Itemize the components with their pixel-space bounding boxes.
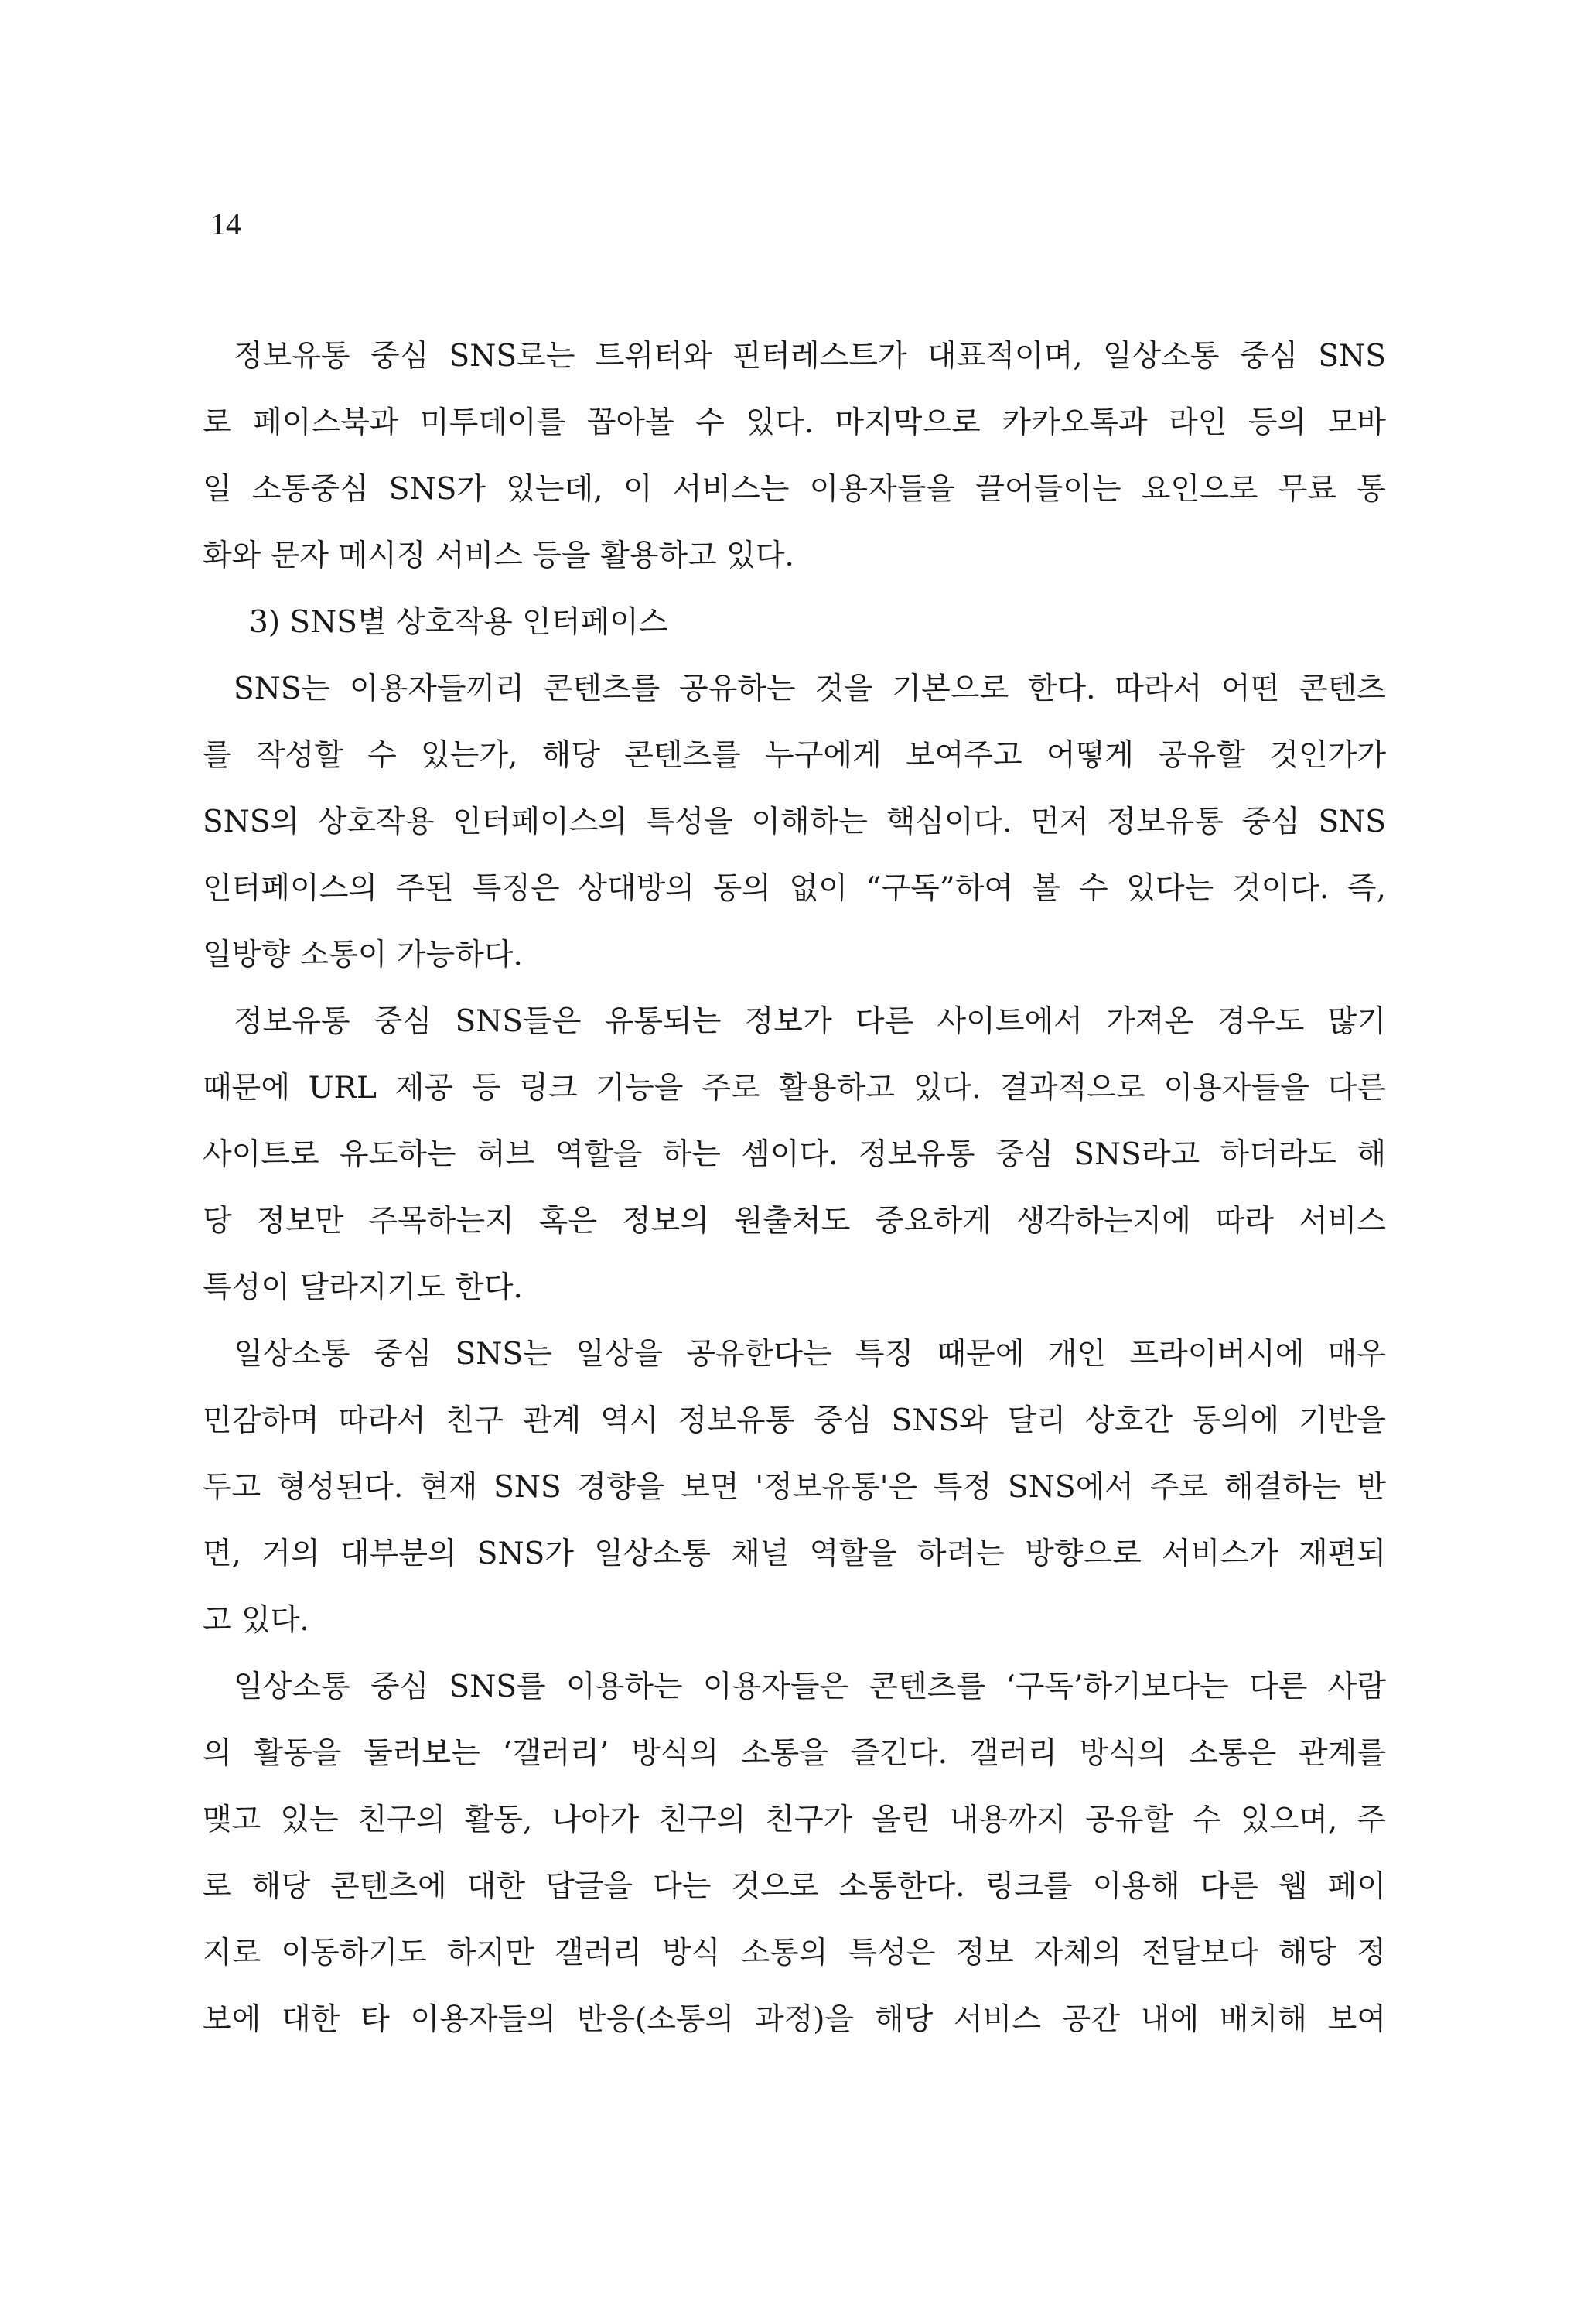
text-line: 고 있다. (203, 1603, 309, 1638)
text-line: 민감하며 따라서 친구 관계 역시 정보유통 중심 SNS와 달리 상호간 동의에 기반을 (203, 1403, 1386, 1438)
text-line: 화와 문자 메시징 서비스 등을 활용하고 있다. (203, 538, 794, 573)
text-line: 지로 이동하기도 하지만 갤러리 방식 소통의 특성은 정보 자체의 전달보다 해당 정 (203, 1936, 1386, 1970)
text-line: 일방향 소통이 가능하다. (203, 938, 523, 972)
body-text (203, 323, 1386, 2053)
text-line: 맺고 있는 친구의 활동, 나아가 친구의 친구가 올린 내용까지 공유할 수 있으며, 주 (203, 1803, 1386, 1837)
text-line: 사이트로 유도하는 허브 역할을 하는 셈이다. 정보유통 중심 SNS라고 하더라도 해 (203, 1137, 1386, 1172)
text-line: 인터페이스의 주된 특징은 상대방의 동의 없이 “구독”하여 볼 수 있다는 것이다. 즉, (203, 871, 1386, 906)
text-line: 정보유통 중심 SNS로는 트위터와 핀터레스트가 대표적이며, 일상소통 중심 SNS (234, 339, 1386, 374)
page-number: 14 (210, 207, 241, 241)
text-line: 일상소통 중심 SNS는 일상을 공유한다는 특징 때문에 개인 프라이버시에 매우 (234, 1337, 1386, 1372)
text-line: SNS는 이용자들끼리 콘텐츠를 공유하는 것을 기본으로 한다. 따라서 어떤 콘텐츠 (234, 672, 1386, 706)
text-line: 일 소통중심 SNS가 있는데, 이 서비스는 이용자들을 끌어들이는 요인으로 무료 통 (203, 472, 1386, 507)
text-line: 때문에 URL 제공 등 링크 기능을 주로 활용하고 있다. 결과적으로 이용자들을 다른 (203, 1071, 1386, 1106)
text-line: 일상소통 중심 SNS를 이용하는 이용자들은 콘텐츠를 ‘구독’하기보다는 다른 사람 (234, 1670, 1386, 1704)
text-line: 당 정보만 주목하는지 혹은 정보의 원출처도 중요하게 생각하는지에 따라 서비스 (203, 1204, 1386, 1239)
text-line: 보에 대한 타 이용자들의 반응(소통의 과정)을 해당 서비스 공간 내에 배치해 보여 (203, 2002, 1386, 2037)
text-line: 의 활동을 둘러보는 ‘갤러리’ 방식의 소통을 즐긴다. 갤러리 방식의 소통은 관계를 (203, 1736, 1386, 1771)
text-line: 정보유통 중심 SNS들은 유통되는 정보가 다른 사이트에서 가져온 경우도 많기 (234, 1004, 1386, 1039)
text-line: SNS의 상호작용 인터페이스의 특성을 이해하는 핵심이다. 먼저 정보유통 중심 SNS (203, 805, 1386, 839)
text-line: 로 해당 콘텐츠에 대한 답글을 다는 것으로 소통한다. 링크를 이용해 다른 웹 페이 (203, 1869, 1386, 1904)
text-line: 두고 형성된다. 현재 SNS 경향을 보면 '정보유통'은 특정 SNS에서 주로 해결하는 반 (203, 1470, 1386, 1505)
text-line: 면, 거의 대부분의 SNS가 일상소통 채널 역할을 하려는 방향으로 서비스가 재편되 (203, 1536, 1386, 1571)
section-heading: 3) SNS별 상호작용 인터페이스 (249, 605, 668, 640)
text-line: 를 작성할 수 있는가, 해당 콘텐츠를 누구에게 보여주고 어떻게 공유할 것인가가 (203, 738, 1386, 773)
text-line: 로 페이스북과 미투데이를 꼽아볼 수 있다. 마지막으로 카카오톡과 라인 등의 모바 (203, 405, 1386, 440)
text-line: 특성이 달라지기도 한다. (203, 1270, 523, 1305)
